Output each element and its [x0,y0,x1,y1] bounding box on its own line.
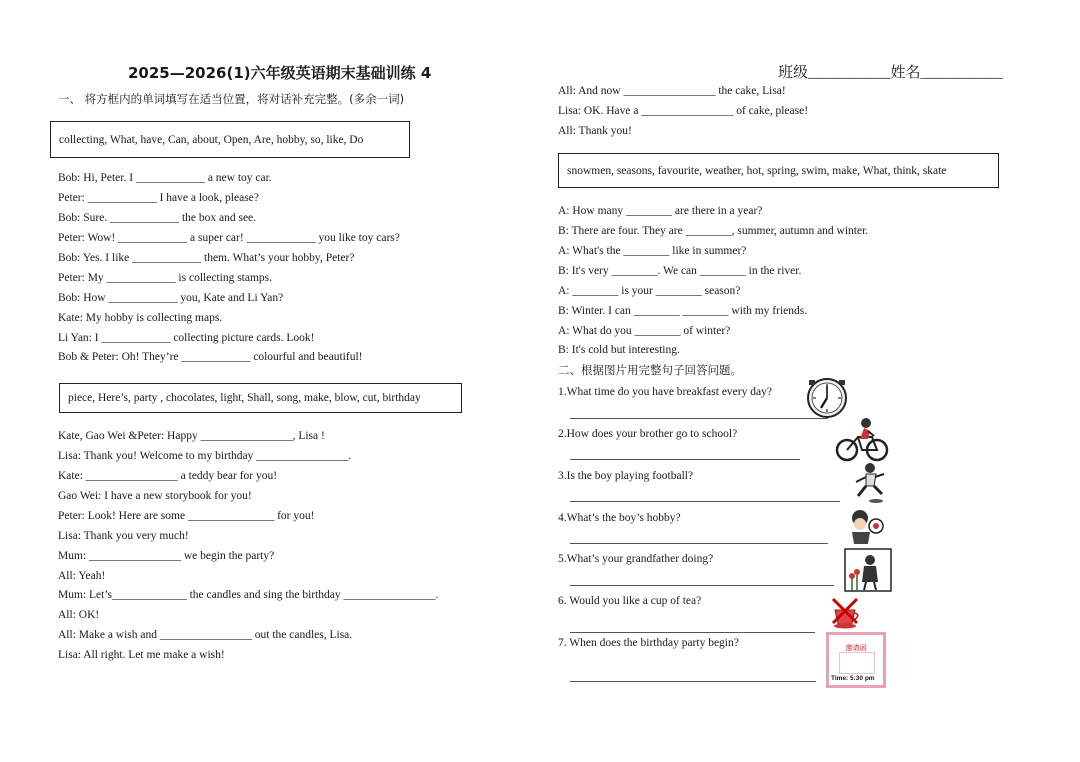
dialogue-line: A: What's the ________ like in summer? [558,245,747,257]
invitation-frame [839,652,875,674]
dialogue-line: Lisa: All right. Let me make a wish! [58,649,225,661]
clock-icon [803,377,849,419]
dialogue-line: All: Make a wish and ________________ out the candles, Lisa. [58,629,353,641]
dialogue-line: Mum: ________________ we begin the party? [58,550,275,562]
invitation-header: 邀请函 [845,644,867,652]
dialogue-line: B: Winter. I can ________ ________ with my friends. [558,305,808,317]
question-4: 4.What’s the boy’s hobby? [558,512,681,524]
dialogue-line: Bob: Sure. ____________ the box and see. [58,212,257,224]
answer-line-7[interactable] [570,681,816,682]
dialogue-line: Peter: ____________ I have a look, please? [58,192,259,204]
answer-line-5[interactable] [570,585,834,586]
bicycle-rider-icon [834,417,890,463]
dialogue-line: Bob: Hi, Peter. I ____________ a new toy car. [58,172,272,184]
question-1: 1.What time do you have breakfast every day? [558,386,772,398]
boy-playing-icon [846,462,890,504]
word-box-3: snowmen, seasons, favourite, weather, hot, spring, swim, make, What, think, skate [558,153,999,188]
dialogue-line: Peter: Wow! ____________ a super car! ____________ you like toy cars? [58,232,400,244]
dialogue-line: Gao Wei: I have a new storybook for you! [58,490,252,502]
dialogue-line: Li Yan: I ____________ collecting picture cards. Look! [58,332,315,344]
dialogue-line: Bob: How ____________ you, Kate and Li Yan? [58,292,284,304]
dialogue-line: All: And now ________________ the cake, Lisa! [558,85,786,97]
word-box-1: collecting, What, have, Can, about, Open, Are, hobby, so, like, Do [50,121,410,158]
dialogue-line: B: It's very ________. We can ________ in the river. [558,265,802,277]
question-6: 6. Would you like a cup of tea? [558,595,702,607]
question-3: 3.Is the boy playing football? [558,470,694,482]
dialogue-line: Peter: Look! Here are some _______________ for you! [58,510,315,522]
dialogue-line: Bob: Yes. I like ____________ them. What’s your hobby, Peter? [58,252,355,264]
name-label: 姓名 [890,63,921,81]
answer-line-1[interactable] [570,418,828,419]
answer-line-2[interactable] [570,459,800,460]
answer-line-3[interactable] [570,501,840,502]
dialogue-line: Bob & Peter: Oh! They’re ____________ colourful and beautiful! [58,351,363,363]
invitation-time: Time: 5:30 pm [831,675,875,682]
dialogue-line: Mum: Let’s_____________ the candles and sing the birthday ________________. [58,589,439,601]
grandfather-icon [844,548,892,592]
dialogue-line: All: Yeah! [58,570,106,582]
question-7: 7. When does the birthday party begin? [558,637,739,649]
dialogue-line: Lisa: Thank you very much! [58,530,189,542]
dialogue-line: Kate, Gao Wei &Peter: Happy ________________, Lisa ! [58,430,325,442]
dialogue-line: All: OK! [58,609,100,621]
answer-line-4[interactable] [570,543,828,544]
dialogue-line: Kate: My hobby is collecting maps. [58,312,223,324]
dialogue-line: B: It's cold but interesting. [558,344,680,356]
dialogue-line: A: What do you ________ of winter? [558,325,731,337]
dialogue-line: A: How many ________ are there in a year? [558,205,763,217]
question-5: 5.What’s your grandfather doing? [558,553,714,565]
class-blank[interactable]: ___________ [808,65,891,81]
name-blank[interactable]: ___________ [920,65,1004,81]
answer-line-6[interactable] [570,632,815,633]
dialogue-line: Lisa: Thank you! Welcome to my birthday ________________. [58,450,352,462]
word-box-2: piece, Here’s, party , chocolates, light, Shall, song, make, blow, cut, birthday [59,383,462,413]
dialogue-line: Peter: My ____________ is collecting stamps. [58,272,273,284]
invitation-card [826,632,886,688]
boy-hobby-icon [846,506,886,546]
header-fields [778,61,1003,82]
page-title: 2025—2026(1)六年级英语期末基础训练 4 [128,64,432,82]
section1-heading: 一、 将方框内的单词填写在适当位置，将对话补充完整。(多余一词) [58,92,405,106]
question-2: 2.How does your brother go to school? [558,428,738,440]
section2-heading: 二、根据图片用完整句子回答问题。 [558,363,742,377]
class-label: 班级 [778,63,809,81]
dialogue-line: B: There are four. They are ________, summer, autumn and winter. [558,225,869,237]
dialogue-line: A: ________ is your ________ season? [558,285,741,297]
dialogue-line: All: Thank you! [558,125,632,137]
tea-cup-icon [828,596,862,630]
dialogue-line: Kate: ________________ a teddy bear for you! [58,470,278,482]
dialogue-line: Lisa: OK. Have a ________________ of cake, please! [558,105,809,117]
